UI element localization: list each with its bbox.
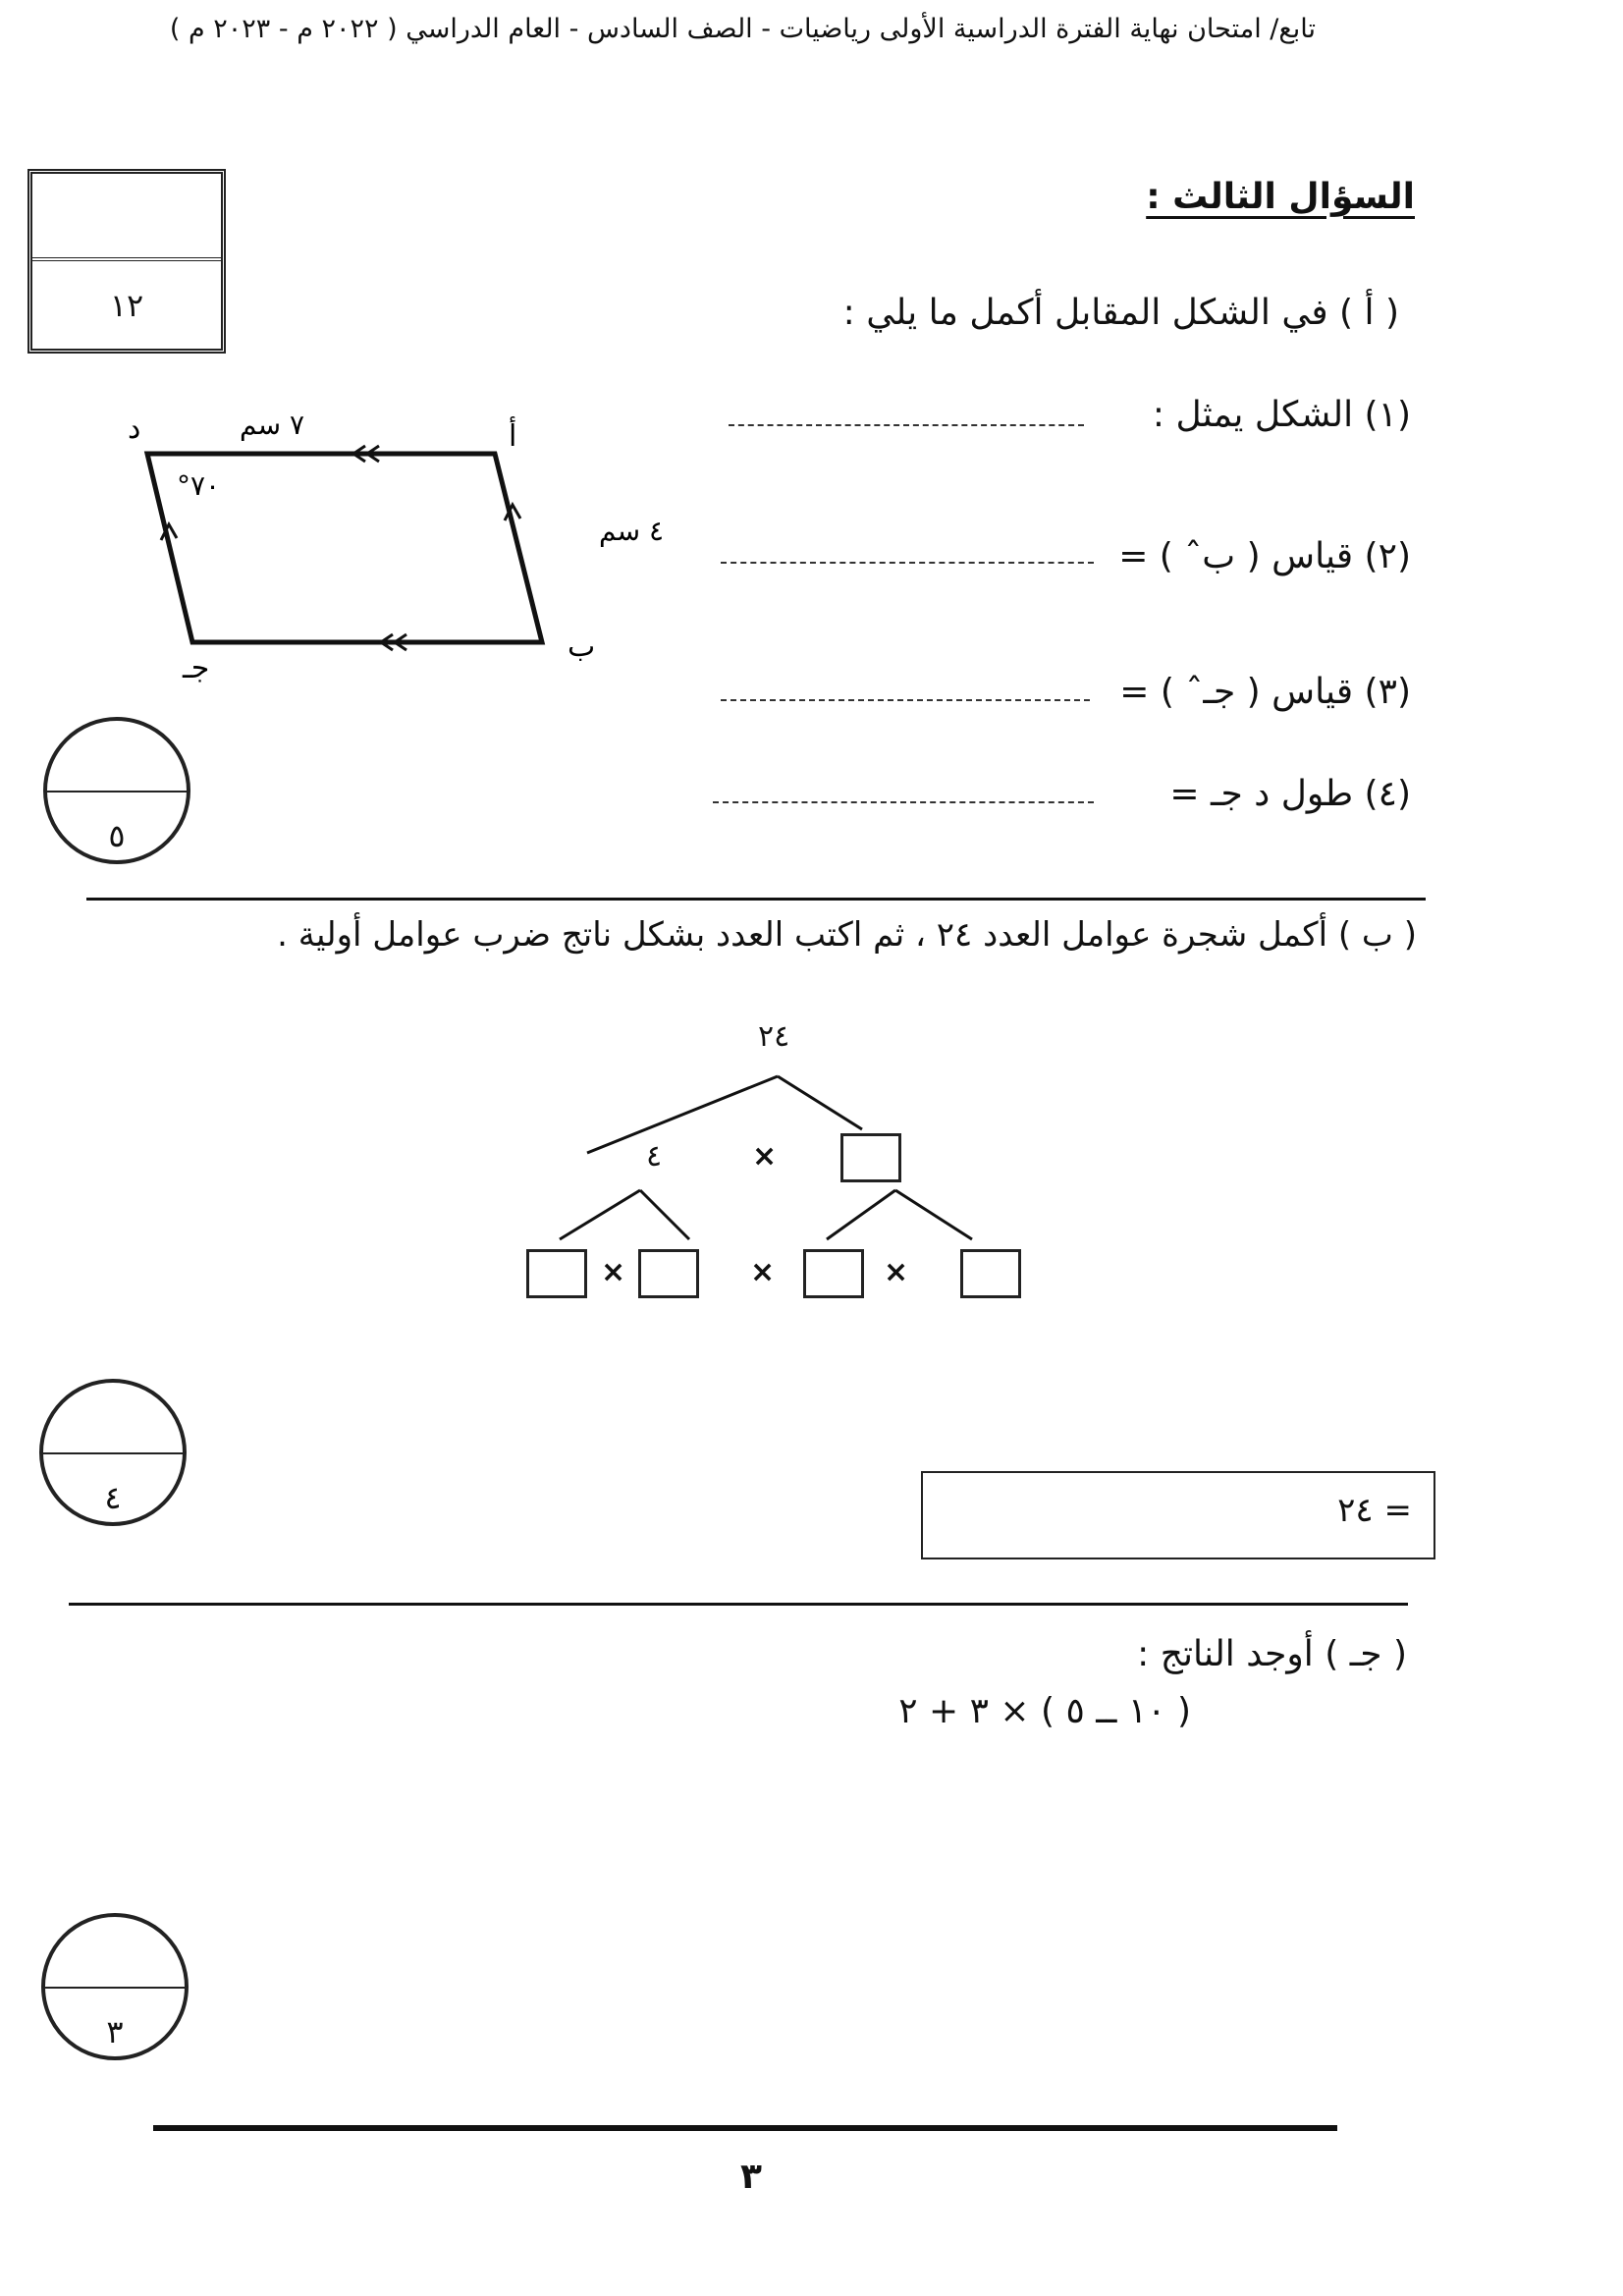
part-c-score: ٣ bbox=[106, 2013, 124, 2050]
tree-root: ٢٤ bbox=[758, 1019, 790, 1054]
tree-box-leaf-4[interactable] bbox=[960, 1249, 1021, 1298]
part-b-score-circle bbox=[39, 1379, 187, 1526]
tree-box-leaf-3[interactable] bbox=[803, 1249, 864, 1298]
prime-factorization-answer-box[interactable] bbox=[921, 1471, 1435, 1559]
question-title: السؤال الثالث : bbox=[1146, 177, 1415, 217]
tree-known-factor: ٤ bbox=[646, 1139, 663, 1174]
tree-box-level1[interactable] bbox=[840, 1133, 901, 1182]
divider-a bbox=[86, 898, 1426, 901]
times-leaf-2: × bbox=[884, 1255, 909, 1289]
total-score-box bbox=[27, 169, 226, 354]
side-right-label: ٤ سم bbox=[599, 515, 665, 547]
vertex-d-label: د bbox=[128, 411, 141, 446]
circle-divider bbox=[47, 791, 187, 793]
answer-line-4[interactable] bbox=[713, 801, 1094, 803]
angle-d-label: °٧٠ bbox=[177, 469, 221, 502]
answer-box-label: = ٢٤ bbox=[1337, 1491, 1412, 1530]
tree-box-leaf-1[interactable] bbox=[526, 1249, 587, 1298]
part-c-score-circle bbox=[41, 1913, 189, 2060]
part-a-item-1: (١) الشكل يمثل : bbox=[1152, 395, 1411, 435]
vertex-b-label: ب bbox=[568, 629, 596, 664]
score-blank-cell[interactable] bbox=[32, 174, 221, 261]
part-a-item-4: (٤) طول د جـ = bbox=[1169, 774, 1411, 814]
answer-line-2[interactable] bbox=[721, 562, 1094, 564]
answer-line-1[interactable] bbox=[729, 424, 1084, 426]
part-c-expression: ( ١٠ ــ ٥ ) × ٣ + ٢ bbox=[898, 1691, 1191, 1731]
circle-divider bbox=[45, 1987, 185, 1989]
part-a-score: ٥ bbox=[108, 817, 126, 854]
tree-box-leaf-2[interactable] bbox=[638, 1249, 699, 1298]
vertex-a-label: أ bbox=[509, 419, 517, 454]
part-a-prompt: ( أ ) في الشكل المقابل أكمل ما يلي : bbox=[842, 293, 1399, 333]
side-top-label: ٧ سم bbox=[239, 409, 304, 441]
times-level-2: × bbox=[750, 1255, 776, 1289]
vertex-c-label: جـ bbox=[183, 651, 210, 685]
parallelogram-figure bbox=[98, 393, 665, 687]
circle-divider bbox=[43, 1452, 183, 1454]
answer-line-3[interactable] bbox=[721, 699, 1090, 701]
part-c-prompt: ( جـ ) أوجد الناتج : bbox=[1137, 1634, 1407, 1674]
times-leaf-1: × bbox=[601, 1255, 626, 1289]
footer-rule bbox=[153, 2125, 1337, 2131]
part-a-item-3: (٣) قياس ( جـˆ ) = bbox=[1119, 672, 1411, 712]
part-a-item-2: (٢) قياس ( بˆ ) = bbox=[1118, 536, 1411, 576]
part-a-score-circle bbox=[43, 717, 190, 864]
part-b-score: ٤ bbox=[104, 1479, 122, 1516]
times-level-1: × bbox=[752, 1139, 778, 1174]
part-b-prompt: ( ب ) أكمل شجرة عوامل العدد ٢٤ ، ثم اكتب العدد بشكل ناتج ضرب عوامل أولية . bbox=[277, 915, 1417, 955]
page-number: ٣ bbox=[740, 2157, 762, 2197]
divider-b bbox=[69, 1603, 1408, 1606]
exam-header: تابع/ امتحان نهاية الفترة الدراسية الأولى رياضيات - الصف السادس - العام الدراسي ( ٢٠٢٢ م - ٢٠٢٣ م ) bbox=[169, 14, 1316, 44]
total-score-value: ١٢ bbox=[109, 286, 144, 324]
